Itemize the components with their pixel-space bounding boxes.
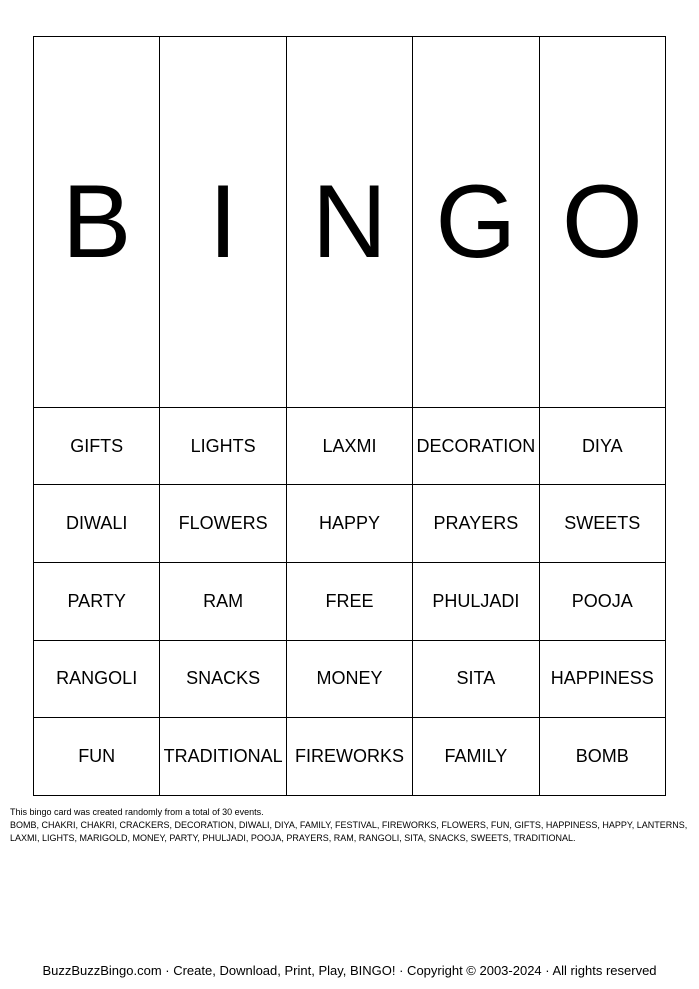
notes-event-list: BOMB, CHAKRI, CHAKRI, CRACKERS, DECORATION, DIWALI, DIYA, FAMILY, FESTIVAL, FIREWORKS, FLOWERS, FUN, GIFTS, HAPPINESS, HAPPY, LANTERNS, LAXMI, LIGHTS, MARIGOLD, MONEY, PARTY, PHULJADI, POOJA, PRAYERS, RAM, RANGOLI, SITA, SNACKS, SWEETS, TRADITIONAL. xyxy=(10,820,688,843)
header-letter-i: I xyxy=(160,37,286,408)
bingo-cell: LAXMI xyxy=(286,407,412,485)
bingo-cell: RANGOLI xyxy=(34,640,160,718)
header-letter-n: N xyxy=(286,37,412,408)
header-letter-o: O xyxy=(539,37,665,408)
bingo-cell: GIFTS xyxy=(34,407,160,485)
page-footer: BuzzBuzzBingo.com · Create, Download, Print, Play, BINGO! · Copyright © 2003-2024 · All rights reserved xyxy=(42,963,657,978)
bingo-row-1 xyxy=(34,407,666,485)
header-letter-g: G xyxy=(413,37,539,408)
card-notes xyxy=(10,806,690,845)
bingo-cell: POOJA xyxy=(539,562,665,640)
bingo-cell: FIREWORKS xyxy=(286,718,412,796)
bingo-cell: RAM xyxy=(160,562,286,640)
bingo-cell: SNACKS xyxy=(160,640,286,718)
free-space-cell: FREE xyxy=(286,562,412,640)
bingo-card xyxy=(33,36,666,796)
header-letter-b: B xyxy=(34,37,160,408)
bingo-cell: SITA xyxy=(413,640,539,718)
bingo-cell: DIYA xyxy=(539,407,665,485)
bingo-cell: PARTY xyxy=(34,562,160,640)
bingo-row-2 xyxy=(34,485,666,563)
notes-intro: This bingo card was created randomly from a total of 30 events. xyxy=(10,807,264,817)
bingo-cell: LIGHTS xyxy=(160,407,286,485)
bingo-cell: HAPPY xyxy=(286,485,412,563)
bingo-cell: MONEY xyxy=(286,640,412,718)
bingo-cell: FUN xyxy=(34,718,160,796)
bingo-cell: PRAYERS xyxy=(413,485,539,563)
bingo-cell: FLOWERS xyxy=(160,485,286,563)
bingo-cell: PHULJADI xyxy=(413,562,539,640)
bingo-row-3 xyxy=(34,562,666,640)
bingo-cell: SWEETS xyxy=(539,485,665,563)
bingo-cell: DECORATION xyxy=(413,407,539,485)
bingo-cell: FAMILY xyxy=(413,718,539,796)
bingo-cell: HAPPINESS xyxy=(539,640,665,718)
bingo-cell: DIWALI xyxy=(34,485,160,563)
bingo-row-4 xyxy=(34,640,666,718)
bingo-cell: TRADITIONAL xyxy=(160,718,286,796)
bingo-header-row xyxy=(34,37,666,408)
bingo-cell: BOMB xyxy=(539,718,665,796)
bingo-row-5 xyxy=(34,718,666,796)
